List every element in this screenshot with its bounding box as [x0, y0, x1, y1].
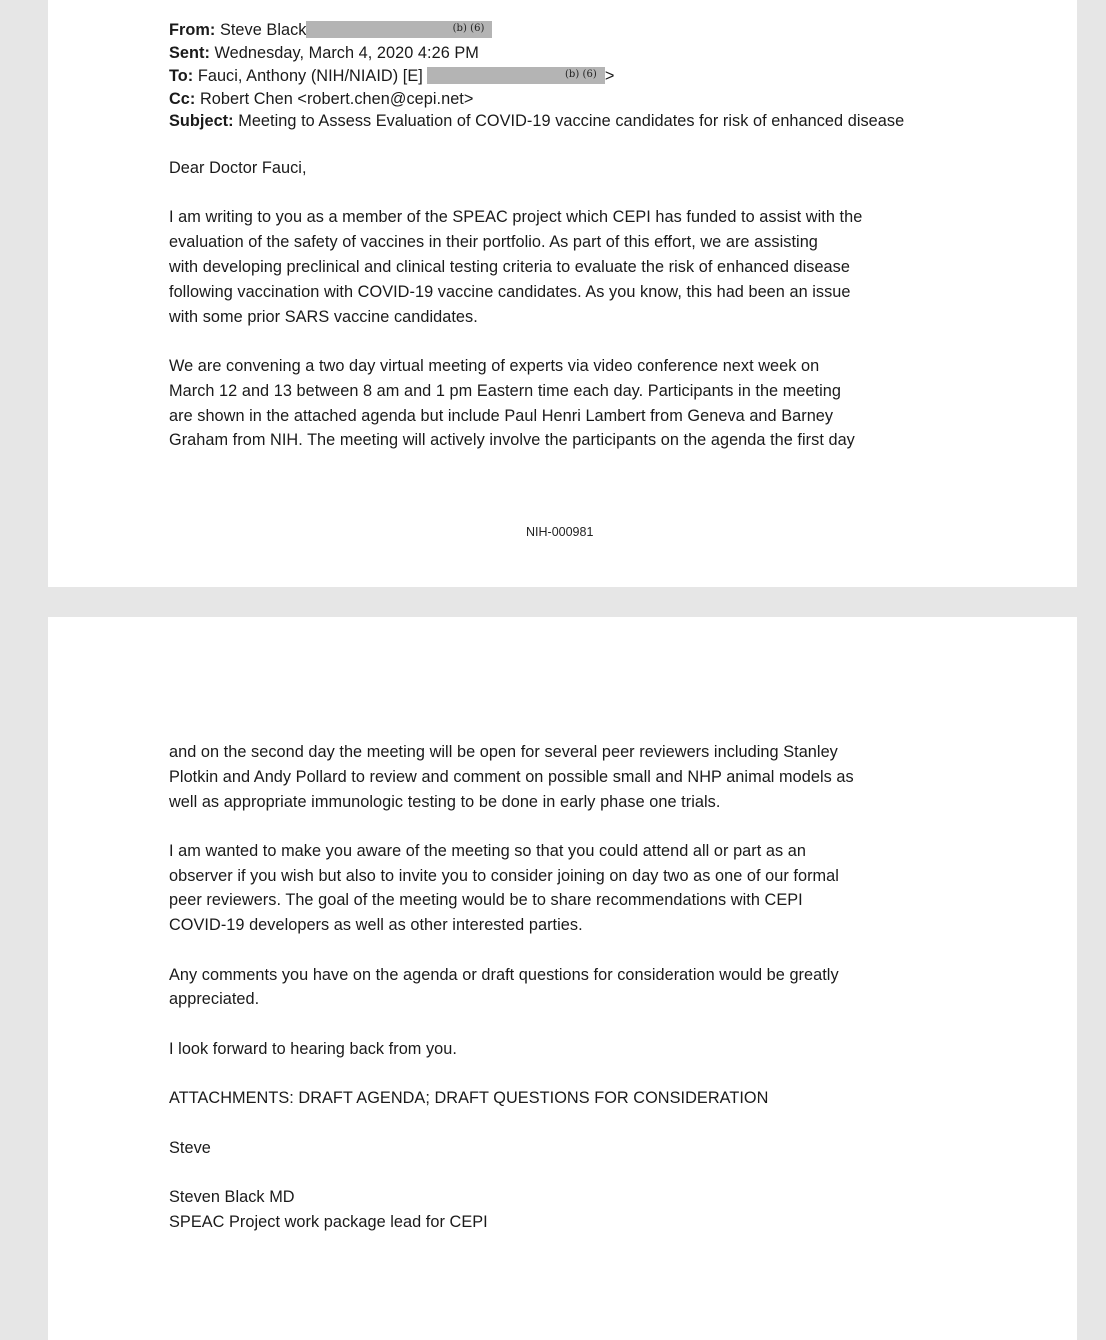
paragraph-line: following vaccination with COVID-19 vaccine candidates. As you know, this had been an issue: [169, 283, 851, 301]
redaction-code: (b) (6): [452, 23, 485, 34]
redaction-code: (b) (6): [564, 69, 597, 80]
attachments-line: ATTACHMENTS: DRAFT AGENDA; DRAFT QUESTIONS FOR CONSIDERATION: [169, 1089, 769, 1107]
salutation: Dear Doctor Fauci,: [169, 159, 307, 177]
paragraph-line: observer if you wish but also to invite you to consider joining on day two as one of our formal: [169, 867, 839, 885]
from-value: Steve Black: [219, 21, 307, 39]
signature-title: SPEAC Project work package lead for CEPI: [169, 1213, 488, 1231]
document-page-2: [48, 617, 1077, 1340]
from-label: From:: [169, 21, 216, 39]
sent-value: Wednesday, March 4, 2020 4:26 PM: [214, 44, 479, 62]
document-page-1: [48, 0, 1077, 587]
from-line: [169, 20, 492, 40]
paragraph-line: I am writing to you as a member of the SPEAC project which CEPI has funded to assist with the: [169, 208, 863, 226]
sent-label: Sent:: [169, 44, 210, 62]
redaction-box: [306, 21, 492, 38]
paragraph-line: We are convening a two day virtual meeting of experts via video conference next week on: [169, 357, 820, 375]
paragraph-line: I am wanted to make you aware of the meeting so that you could attend all or part as an: [169, 842, 806, 860]
signoff: Steve: [169, 1139, 211, 1157]
paragraph-line: Plotkin and Andy Pollard to review and comment on possible small and NHP animal models as: [169, 768, 854, 786]
paragraph-line: well as appropriate immunologic testing to be done in early phase one trials.: [169, 793, 721, 811]
paragraph-line: Any comments you have on the agenda or draft questions for consideration would be greatly: [169, 966, 839, 984]
to-line: [169, 66, 614, 86]
paragraph-line: and on the second day the meeting will be open for several peer reviewers including Stanley: [169, 743, 838, 761]
subject-line: [169, 111, 904, 131]
paragraph-line: with some prior SARS vaccine candidates.: [169, 308, 478, 326]
paragraph-line: are shown in the attached agenda but include Paul Henri Lambert from Geneva and Barney: [169, 407, 834, 425]
paragraph-line: appreciated.: [169, 990, 260, 1008]
to-value: Fauci, Anthony (NIH/NIAID) [E]: [197, 67, 423, 85]
sent-line: [169, 43, 479, 63]
paragraph-line: peer reviewers. The goal of the meeting would be to share recommendations with CEPI: [169, 891, 803, 909]
paragraph-line: with developing preclinical and clinical testing criteria to evaluate the risk of enhanced disease: [169, 258, 850, 276]
bates-number: NIH-000981: [526, 525, 594, 539]
cc-line: [169, 89, 473, 109]
redaction-box: [427, 67, 605, 84]
subject-value: Meeting to Assess Evaluation of COVID-19 vaccine candidates for risk of enhanced disease: [238, 112, 905, 130]
paragraph-line: evaluation of the safety of vaccines in their portfolio. As part of this effort, we are assisting: [169, 233, 818, 251]
subject-label: Subject:: [169, 112, 234, 130]
cc-label: Cc:: [169, 90, 196, 108]
paragraph-line: I look forward to hearing back from you.: [169, 1040, 457, 1058]
paragraph-line: March 12 and 13 between 8 am and 1 pm Eastern time each day. Participants in the meeting: [169, 382, 842, 400]
signature-name: Steven Black MD: [169, 1188, 295, 1206]
to-label: To:: [169, 67, 194, 85]
cc-value: Robert Chen <robert.chen@cepi.net>: [199, 90, 474, 108]
to-suffix: >: [604, 67, 615, 85]
paragraph-line: COVID-19 developers as well as other interested parties.: [169, 916, 583, 934]
paragraph-line: Graham from NIH. The meeting will actively involve the participants on the agenda the first day: [169, 431, 855, 449]
